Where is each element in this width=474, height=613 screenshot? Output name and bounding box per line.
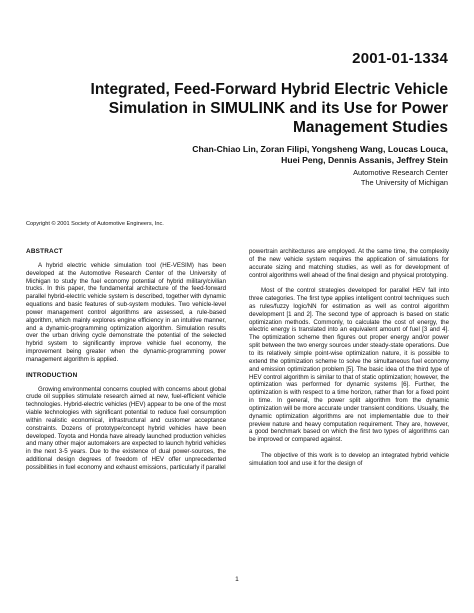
author-line: Chan-Chiao Lin, Zoran Filipi, Yongsheng Wang, Loucas Louca,	[192, 144, 448, 154]
paragraph-gap	[26, 364, 226, 372]
author-line: Huei Peng, Dennis Assanis, Jeffrey Stein	[281, 155, 448, 165]
author-list	[18, 144, 448, 166]
paragraph-gap	[249, 444, 449, 452]
body-paragraph: powertrain architectures are employed. At the same time, the complexity of the new vehicle system requires the application of simulations for accurate sizing and matching studies, as well as for development of control algorithms well ahead of the final design and physical prototyping.	[249, 248, 449, 279]
body-paragraph: Most of the control strategies developed for parallel HEV fall into three categories. The first type applies intelligent control techniques such as rules/fuzzy logic/NN for estimation as well as control algorithm development [1 and 2]. The second type of approach is based on static optimization methods. Commonly, to calculate the cost of energy, the electric energy is translated into an equivalent amount of fuel [3 and 4]. The optimization scheme then figures out proper energy and/or power split between the two energy sources under steady-state operations. Due to its relatively simple point-wise optimization nature, it is possible to extend the optimization scheme to solve the simultaneous fuel economy and emission optimization problem [5]. The basic idea of the third type of HEV control algorithm is similar to that of static optimization; however, the optimization was performed for dynamic systems [6]. Further, the optimization is with respect to a time horizon, rather than for a fixed point in time. In general, the power split algorithm from the dynamic optimization will be more accurate under transient conditions. Usually, the dynamic optimization algorithms are not implementable due to their preview nature and heavy computation requirement. They are, however, a good benchmark based on which the first two types of algorithms can be improved or compared against.	[249, 287, 449, 444]
affiliation-line: Automotive Research Center	[353, 168, 448, 177]
left-column	[26, 248, 226, 472]
affiliation	[148, 168, 448, 188]
title-line: Integrated, Feed-Forward Hybrid Electric Vehicle	[90, 81, 448, 98]
right-column	[249, 248, 449, 468]
paper-title	[18, 80, 448, 137]
copyright-notice: Copyright © 2001 Society of Automotive Engineers, Inc.	[26, 221, 164, 227]
paragraph-gap	[249, 279, 449, 287]
body-paragraph: The objective of this work is to develop an integrated hybrid vehicle simulation tool and use it for the design of	[249, 451, 449, 467]
affiliation-line: The University of Michigan	[360, 178, 448, 187]
title-line: Simulation in SIMULINK and its Use for Power	[108, 100, 448, 117]
introduction-heading: INTRODUCTION	[26, 371, 78, 379]
paper-number: 2001-01-1334	[352, 50, 448, 67]
introduction-paragraph: Growing environmental concerns coupled with concerns about global crude oil supplies stimulate research aimed at new, fuel-efficient vehicle technologies. Hybrid-electric vehicles (HEV) appear to be one of the most viable technologies with significant potential to reduce fuel consumption within realistic economical, infrastructural and customer acceptance constraints. Dozens of prototype/concept hybrid vehicles have been developed. Toyota and Honda have already launched production vehicles and many other major automakers are expected to launch hybrid vehicles in the next 3-5 years. Due to the existence of dual power-sources, the additional design degrees of freedom of HEV offer unprecedented possibilities in fuel economy and exhaust emissions, particularly if parallel	[26, 385, 226, 471]
title-line: Management Studies	[292, 119, 448, 136]
abstract-paragraph: A hybrid electric vehicle simulation tool (HE-VESIM) has been developed at the Automotive Research Center of the University of Michigan to study the fuel economy potential of hybrid military/civilian trucks. In this paper, the fundamental architecture of the feed-forward parallel hybrid-electric vehicle system is described, together with dynamic equations and basic features of sub-system modules. Two vehicle-level power management control algorithms are assessed, a rule-based algorithm, which mainly explores engine efficiency in an intuitive manner, and a dynamic-programming optimization algorithm. Simulation results over the urban driving cycle demonstrate the potential of the selected hybrid system to significantly improve vehicle fuel economy, the improvement being greater when the dynamic-programming power management algorithm is applied.	[26, 261, 226, 363]
page-number: 1	[235, 576, 239, 583]
abstract-heading: ABSTRACT	[26, 248, 63, 255]
